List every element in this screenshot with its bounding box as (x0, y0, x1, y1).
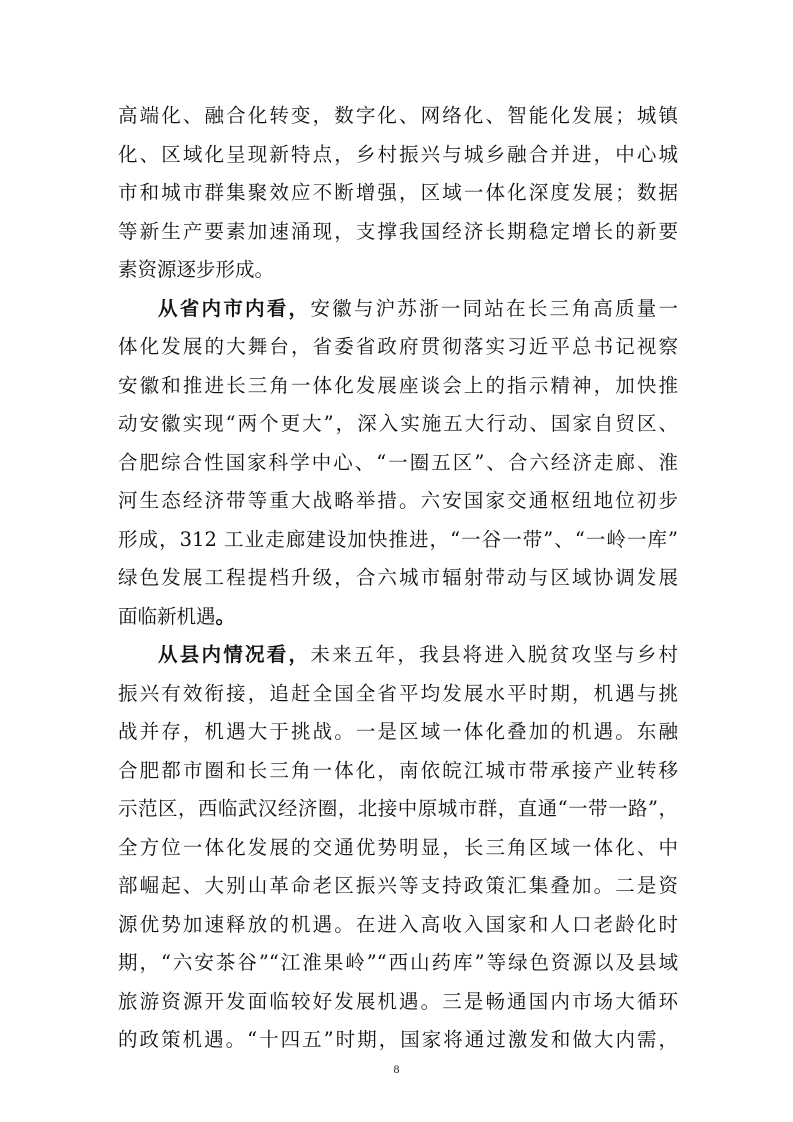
text-line: 化、区域化呈现新特点，乡村振兴与城乡融合并进，中心城 (118, 142, 678, 166)
text-line: 安徽和推进长三角一体化发展座谈会上的指示精神，加快推 (118, 373, 678, 397)
text-line: 合肥综合性国家科学中心、“一圈五区”、合六经济走廊、淮 (118, 450, 678, 474)
text-line: 振兴有效衔接，追赶全国全省平均发展水平时期，机遇与挑 (118, 681, 678, 705)
text-line: 全方位一体化发展的交通优势明显，长三角区域一体化、中 (118, 835, 678, 859)
text-line: 等新生产要素加速涌现，支撑我国经济长期稳定增长的新要 (118, 219, 678, 243)
paragraph-heading: 从县内情况看， (158, 643, 311, 666)
text-line: 绿色发展工程提档升级，合六城市辐射带动与区域协调发展 (118, 566, 678, 589)
bold-period: 。 (215, 604, 236, 628)
text-line: 旅游资源开发面临较好发展机遇。三是畅通国内市场大循环 (118, 989, 678, 1013)
paragraph-last-line (118, 598, 678, 637)
text-line: 市和城市群集聚效应不断增强，区域一体化深度发展；数据 (118, 181, 678, 204)
text-line: 示范区，西临武汉经济圈，北接中原城市群，直通“一带一路”， (118, 797, 678, 820)
text-line: 的政策机遇。“十四五”时期，国家将通过激发和做大内需， (118, 1028, 678, 1051)
text-line: 河生态经济带等重大战略举措。六安国家交通枢纽地位初步 (118, 489, 678, 512)
paragraph-first-line (118, 290, 678, 329)
text-line: 动安徽实现“两个更大”，深入实施五大行动、国家自贸区、 (118, 412, 678, 435)
paragraph-heading: 从省内市内看， (158, 296, 311, 320)
document-body (118, 97, 678, 1060)
text-line: 高端化、融合化转变，数字化、网络化、智能化发展；城镇 (118, 104, 678, 127)
text-line: 源优势加速释放的机遇。在进入高收入国家和人口老龄化时 (118, 912, 678, 936)
page-number: 8 (393, 1062, 400, 1076)
text-span: 面临新机遇 (118, 604, 216, 628)
text-span: 未来五年，我县将进入脱贫攻坚与乡村 (310, 643, 678, 666)
text-line: 战并存，机遇大于挑战。一是区域一体化叠加的机遇。东融 (118, 720, 678, 743)
text-line: 形成，312 工业走廊建设加快推进，“一谷一带”、“一岭一库” (118, 527, 678, 551)
text-line: 合肥都市圈和长三角一体化，南依皖江城市带承接产业转移 (118, 758, 678, 782)
text-line: 部崛起、大别山革命老区振兴等支持政策汇集叠加。二是资 (118, 874, 678, 897)
text-line: 体化发展的大舞台，省委省政府贯彻落实习近平总书记视察 (118, 335, 678, 358)
paragraph-first-line (118, 636, 678, 675)
text-line: 素资源逐步形成。 (118, 258, 275, 281)
text-line: 期，“六安茶谷”“江淮果岭”“西山药库”等绿色资源以及县域 (118, 951, 678, 974)
text-span: 安徽与沪苏浙一同站在长三角高质量一 (310, 296, 678, 320)
